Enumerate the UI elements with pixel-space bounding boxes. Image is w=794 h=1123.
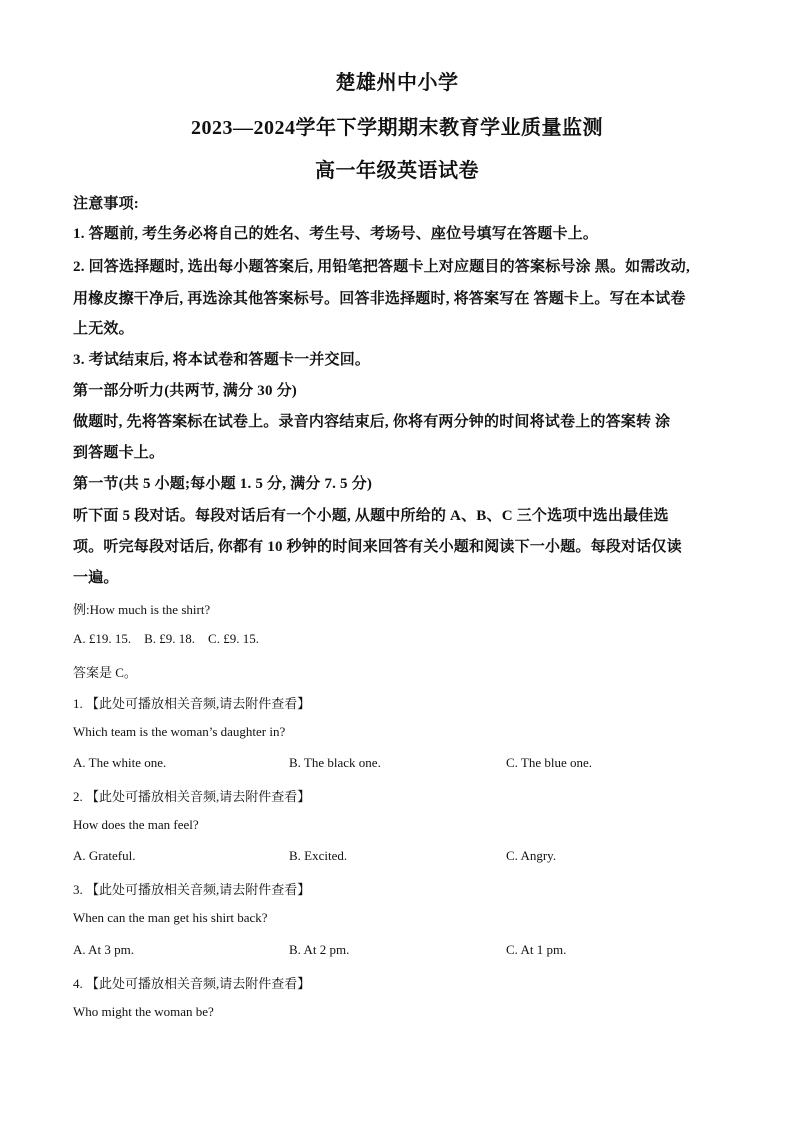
question-4-text: Who might the woman be? [73,1004,214,1019]
question-1-label: 1. 【此处可播放相关音频,请去附件查看】 [73,696,311,711]
question-2-label: 2. 【此处可播放相关音频,请去附件查看】 [73,789,311,804]
question-1-text: Which team is the woman’s daughter in? [73,724,286,739]
question-3-option-c: C. At 1 pm. [506,942,567,957]
notice-item-3: 3. 考试结束后, 将本试卷和答题卡一并交回。 [73,352,371,368]
question-1-option-a: A. The white one. [73,755,167,770]
section1-intro-line-3: 一遍。 [73,570,119,586]
exam-title: 2023—2024学年下学期期末教育学业质量监测 [191,117,603,139]
question-2-text: How does the man feel? [73,817,199,832]
section1-heading: 第一节(共 5 小题;每小题 1. 5 分, 满分 7. 5 分) [73,476,373,492]
school-title: 楚雄州中小学 [335,72,459,94]
question-2-option-c: C. Angry. [506,848,557,863]
notice-item-2-line-1: 2. 回答选择题时, 选出每小题答案后, 用铅笔把答题卡上对应题目的答案标号涂 黑。如需改动, [73,259,690,275]
question-3-text: When can the man get his shirt back? [73,910,268,925]
question-2-option-b: B. Excited. [289,848,348,863]
question-3-option-a: A. At 3 pm. [73,942,135,957]
part1-heading: 第一部分听力(共两节, 满分 30 分) [73,383,297,399]
part1-intro-line-2: 到答题卡上。 [73,445,165,461]
notice-item-2-line-3: 上无效。 [73,321,134,337]
question-1-option-c: C. The blue one. [506,755,593,770]
notice-item-2-line-2: 用橡皮擦干净后, 再选涂其他答案标号。回答非选择题时, 将答案写在 答题卡上。写在本试卷 [73,291,686,307]
notice-heading: 注意事项: [73,196,139,212]
notice-item-1: 1. 答题前, 考生务必将自己的姓名、考生号、考场号、座位号填写在答题卡上。 [73,226,599,242]
part1-intro-line-1: 做题时, 先将答案标在试卷上。录音内容结束后, 你将有两分钟的时间将试卷上的答案转 涂 [73,414,671,430]
example-answer: 答案是 C。 [73,665,137,680]
example-question: 例:How much is the shirt? [73,602,211,617]
example-options: A. £19. 15. B. £9. 18. C. £9. 15. [73,631,259,646]
subject-title: 高一年级英语试卷 [315,160,479,182]
question-2-option-a: A. Grateful. [73,848,136,863]
question-3-option-b: B. At 2 pm. [289,942,350,957]
question-1-option-b: B. The black one. [289,755,381,770]
question-3-label: 3. 【此处可播放相关音频,请去附件查看】 [73,882,311,897]
question-4-label: 4. 【此处可播放相关音频,请去附件查看】 [73,976,311,991]
section1-intro-line-2: 项。听完每段对话后, 你都有 10 秒钟的时间来回答有关小题和阅读下一小题。每段对话仅读 [73,539,682,555]
section1-intro-line-1: 听下面 5 段对话。每段对话后有一个小题, 从题中所给的 A、B、C 三个选项中选出最佳选 [73,508,669,524]
